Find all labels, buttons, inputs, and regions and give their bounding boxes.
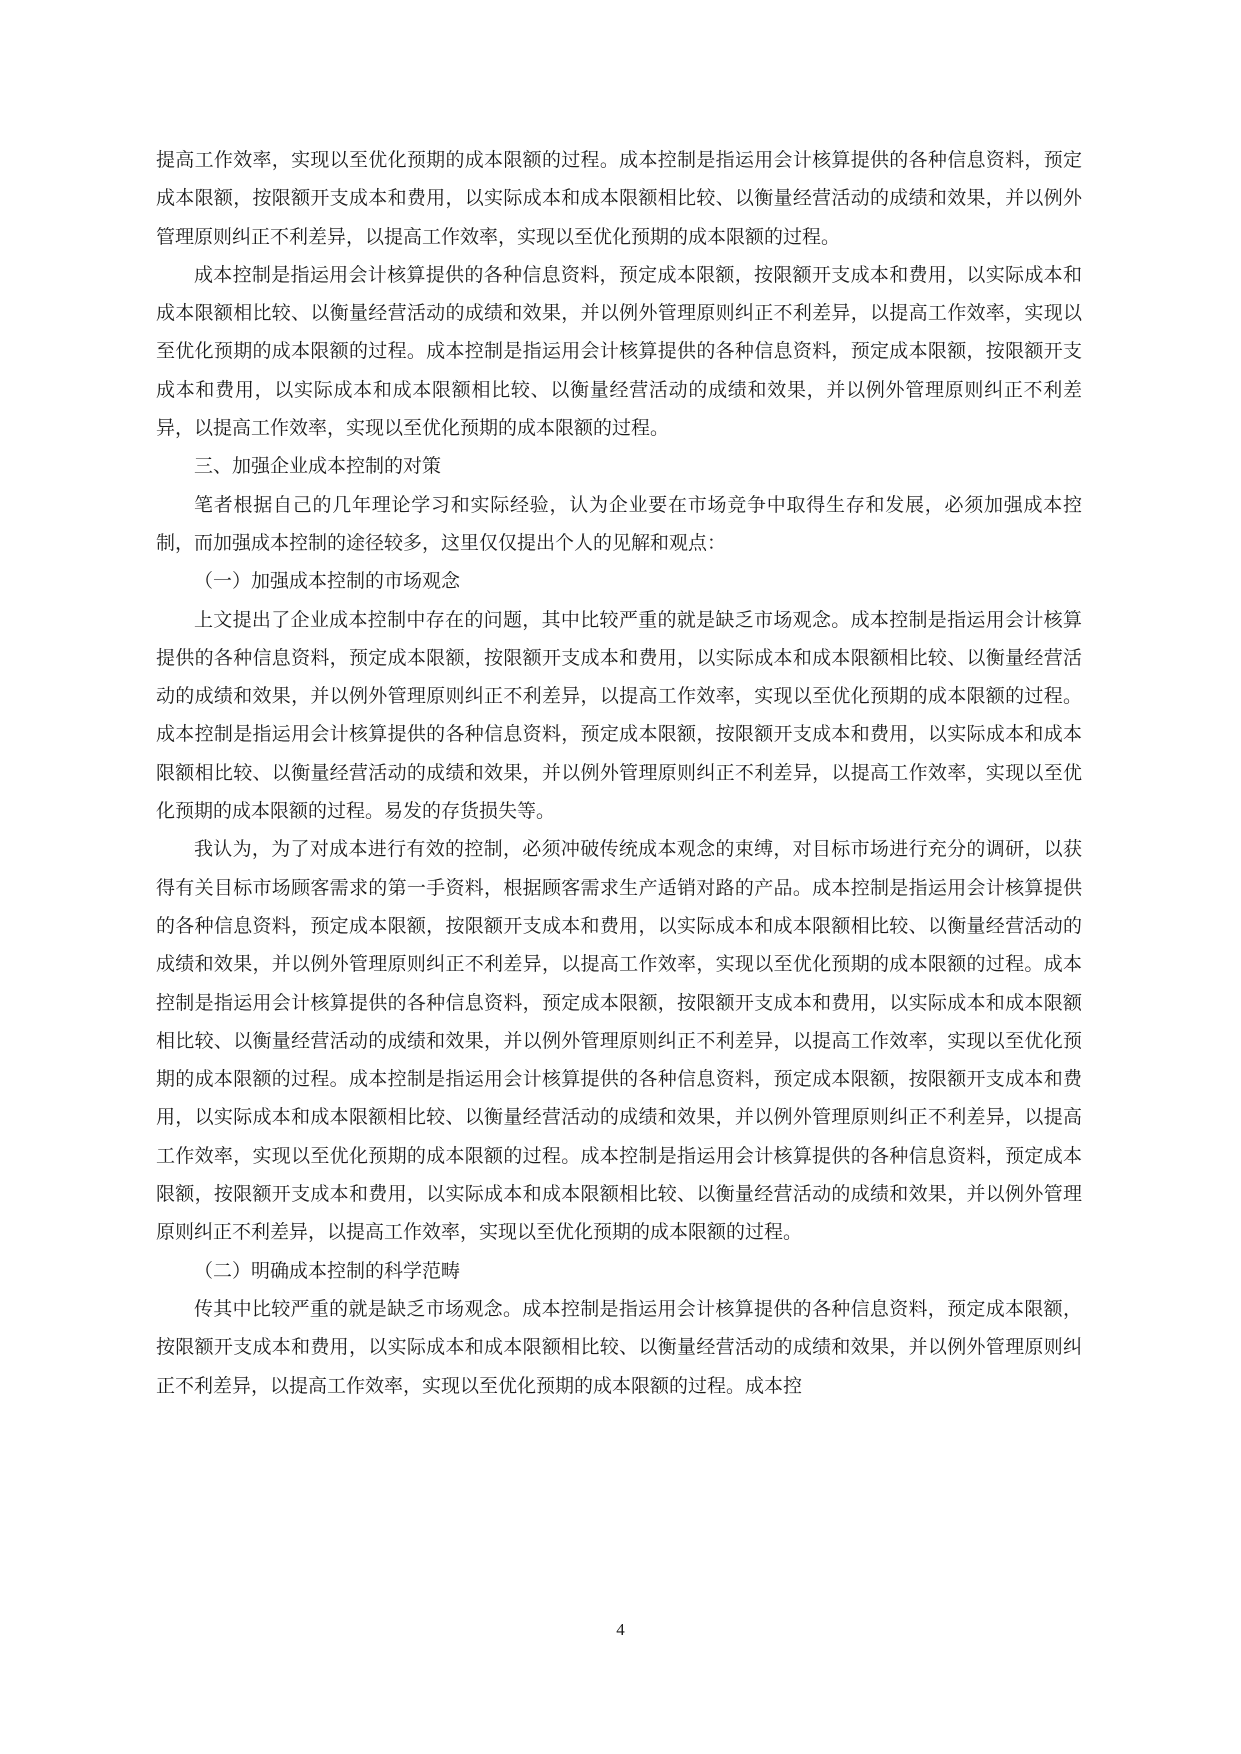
subsection-heading: （一）加强成本控制的市场观念 xyxy=(194,570,461,593)
page-body xyxy=(156,141,1082,1405)
body-paragraph: 笔者根据自己的几年理论学习和实际经验，认为企业要在市场竞争中取得生存和发展，必须加强成本控制，而加强成本控制的途径较多，这里仅仅提出个人的见解和观点： xyxy=(156,493,1082,554)
body-paragraph: 上文提出了企业成本控制中存在的问题，其中比较严重的就是缺乏市场观念。成本控制是指运用会计核算提供的各种信息资料，预定成本限额，按限额开支成本和费用，以实际成本和成本限额相比较、以衡量经营活动的成绩和效果，并以例外管理原则纠正不利差异，以提高工作效率，实现以至优化预期的成本限额的过程。成本控制是指运用会计核算提供的各种信息资料，预定成本限额，按限额开支成本和费用，以实际成本和成本限额相比较、以衡量经营活动的成绩和效果，并以例外管理原则纠正不利差异，以提高工作效率，实现以至优化预期的成本限额的过程。易发的存货损失等。 xyxy=(156,608,1082,823)
body-paragraph: 我认为，为了对成本进行有效的控制，必须冲破传统成本观念的束缚，对目标市场进行充分的调研，以获得有关目标市场顾客需求的第一手资料，根据顾客需求生产适销对路的产品。成本控制是指运用会计核算提供的各种信息资料，预定成本限额，按限额开支成本和费用，以实际成本和成本限额相比较、以衡量经营活动的成绩和效果，并以例外管理原则纠正不利差异，以提高工作效率，实现以至优化预期的成本限额的过程。成本控制是指运用会计核算提供的各种信息资料，预定成本限额，按限额开支成本和费用，以实际成本和成本限额相比较、以衡量经营活动的成绩和效果，并以例外管理原则纠正不利差异，以提高工作效率，实现以至优化预期的成本限额的过程。成本控制是指运用会计核算提供的各种信息资料，预定成本限额，按限额开支成本和费用，以实际成本和成本限额相比较、以衡量经营活动的成绩和效果，并以例外管理原则纠正不利差异，以提高工作效率，实现以至优化预期的成本限额的过程。成本控制是指运用会计核算提供的各种信息资料，预定成本限额，按限额开支成本和费用，以实际成本和成本限额相比较、以衡量经营活动的成绩和效果，并以例外管理原则纠正不利差异，以提高工作效率，实现以至优化预期的成本限额的过程。 xyxy=(156,838,1082,1244)
body-paragraph: 成本控制是指运用会计核算提供的各种信息资料，预定成本限额，按限额开支成本和费用，以实际成本和成本限额相比较、以衡量经营活动的成绩和效果，并以例外管理原则纠正不利差异，以提高工作效率，实现以至优化预期的成本限额的过程。成本控制是指运用会计核算提供的各种信息资料，预定成本限额，按限额开支成本和费用，以实际成本和成本限额相比较、以衡量经营活动的成绩和效果，并以例外管理原则纠正不利差异，以提高工作效率，实现以至优化预期的成本限额的过程。 xyxy=(156,263,1082,440)
body-paragraph: 传其中比较严重的就是缺乏市场观念。成本控制是指运用会计核算提供的各种信息资料，预定成本限额，按限额开支成本和费用，以实际成本和成本限额相比较、以衡量经营活动的成绩和效果，并以例外管理原则纠正不利差异，以提高工作效率，实现以至优化预期的成本限额的过程。成本控 xyxy=(156,1297,1082,1397)
continuation-paragraph: 提高工作效率，实现以至优化预期的成本限额的过程。成本控制是指运用会计核算提供的各种信息资料，预定成本限额，按限额开支成本和费用，以实际成本和成本限额相比较、以衡量经营活动的成绩和效果，并以例外管理原则纠正不利差异，以提高工作效率，实现以至优化预期的成本限额的过程。 xyxy=(156,149,1082,248)
subsection-heading: （二）明确成本控制的科学范畴 xyxy=(194,1259,461,1282)
section-heading: 三、加强企业成本控制的对策 xyxy=(194,455,442,478)
page-number: 4 xyxy=(616,1620,625,1639)
